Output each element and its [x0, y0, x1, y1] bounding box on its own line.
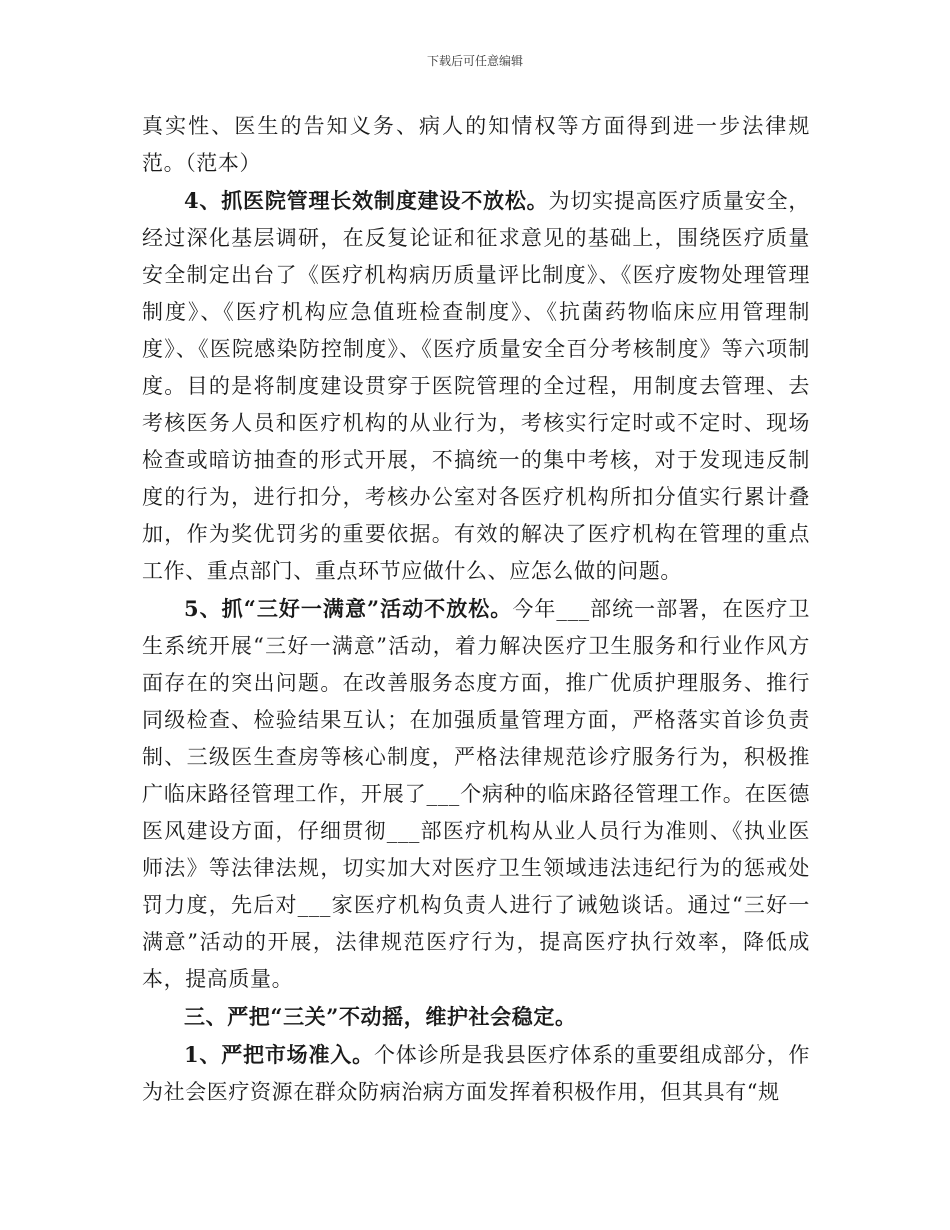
paragraph-continuation	[142, 108, 810, 182]
paragraph-text: 真实性、医生的告知义务、病人的知情权等方面得到进一步法律规范。（范本）	[142, 114, 810, 175]
paragraph-text: 为切实提高医疗质量安全，经过深化基层调研，在反复论证和征求意见的基础上，围绕医疗质量安全制定出台了《医疗机构病历质量评比制度》、《医疗废物处理管理制度》、《医疗机构应急值班检查制度》、《抗菌药物临床应用管理制度》、《医院感染防控制度》、《医疗质量安全百分考核制度》等六项制度。目的是将制度建设贯穿于医院管理的全过程，用制度去管理、去考核医务人员和医疗机构的从业行为，考核实行定时或不定时、现场检查或暗访抽查的形式开展，不搞统一的集中考核，对于发现违反制度的行为，进行扣分，考核办公室对各医疗机构所扣分值实行累计叠加，作为奖优罚劣的重要依据。有效的解决了医疗机构在管理的重点工作、重点部门、重点环节应做什么、应怎么做的问题。	[142, 189, 811, 583]
section-heading-three-checks	[142, 998, 810, 1036]
page-header: 下载后可任意编辑	[426, 54, 523, 68]
section-heading-text: 三、严把“三关”不动摇，维护社会稳定。	[184, 1004, 577, 1029]
paragraph-hospital-management	[142, 182, 810, 590]
paragraph-text: 个体诊所是我县医疗体系的重要组成部分，作为社会医疗资源在群众防病治病方面发挥着积极作用，但其具有“规	[142, 1043, 810, 1104]
paragraph-market-access	[142, 1036, 810, 1111]
document-body	[142, 108, 810, 1111]
paragraph-heading: 5、抓“三好一满意”活动不放松。	[184, 596, 513, 621]
paragraph-three-good-activity	[142, 590, 810, 998]
paragraph-heading: 1、严把市场准入。	[184, 1042, 374, 1067]
paragraph-text: 今年___部统一部署，在医疗卫生系统开展“三好一满意”活动，着力解决医疗卫生服务和行业作风方面存在的突出问题。在改善服务态度方面，推广优质护理服务、推行同级检查、检验结果互认；在加强质量管理方面，严格落实首诊负责制、三级医生查房等核心制度，严格法律规范诊疗服务行为，积极推广临床路径管理工作，开展了___个病种的临床路径管理工作。在医德医风建设方面，仔细贯彻___部医疗机构从业人员行为准则、《执业医师法》等法律法规，切实加大对医疗卫生领域违法违纪行为的惩戒处罚力度，先后对___家医疗机构负责人进行了诫勉谈话。通过“三好一满意”活动的开展，法律规范医疗行为，提高医疗执行效率，降低成本，提高质量。	[142, 597, 811, 991]
paragraph-heading: 4、抓医院管理长效制度建设不放松。	[184, 188, 549, 213]
